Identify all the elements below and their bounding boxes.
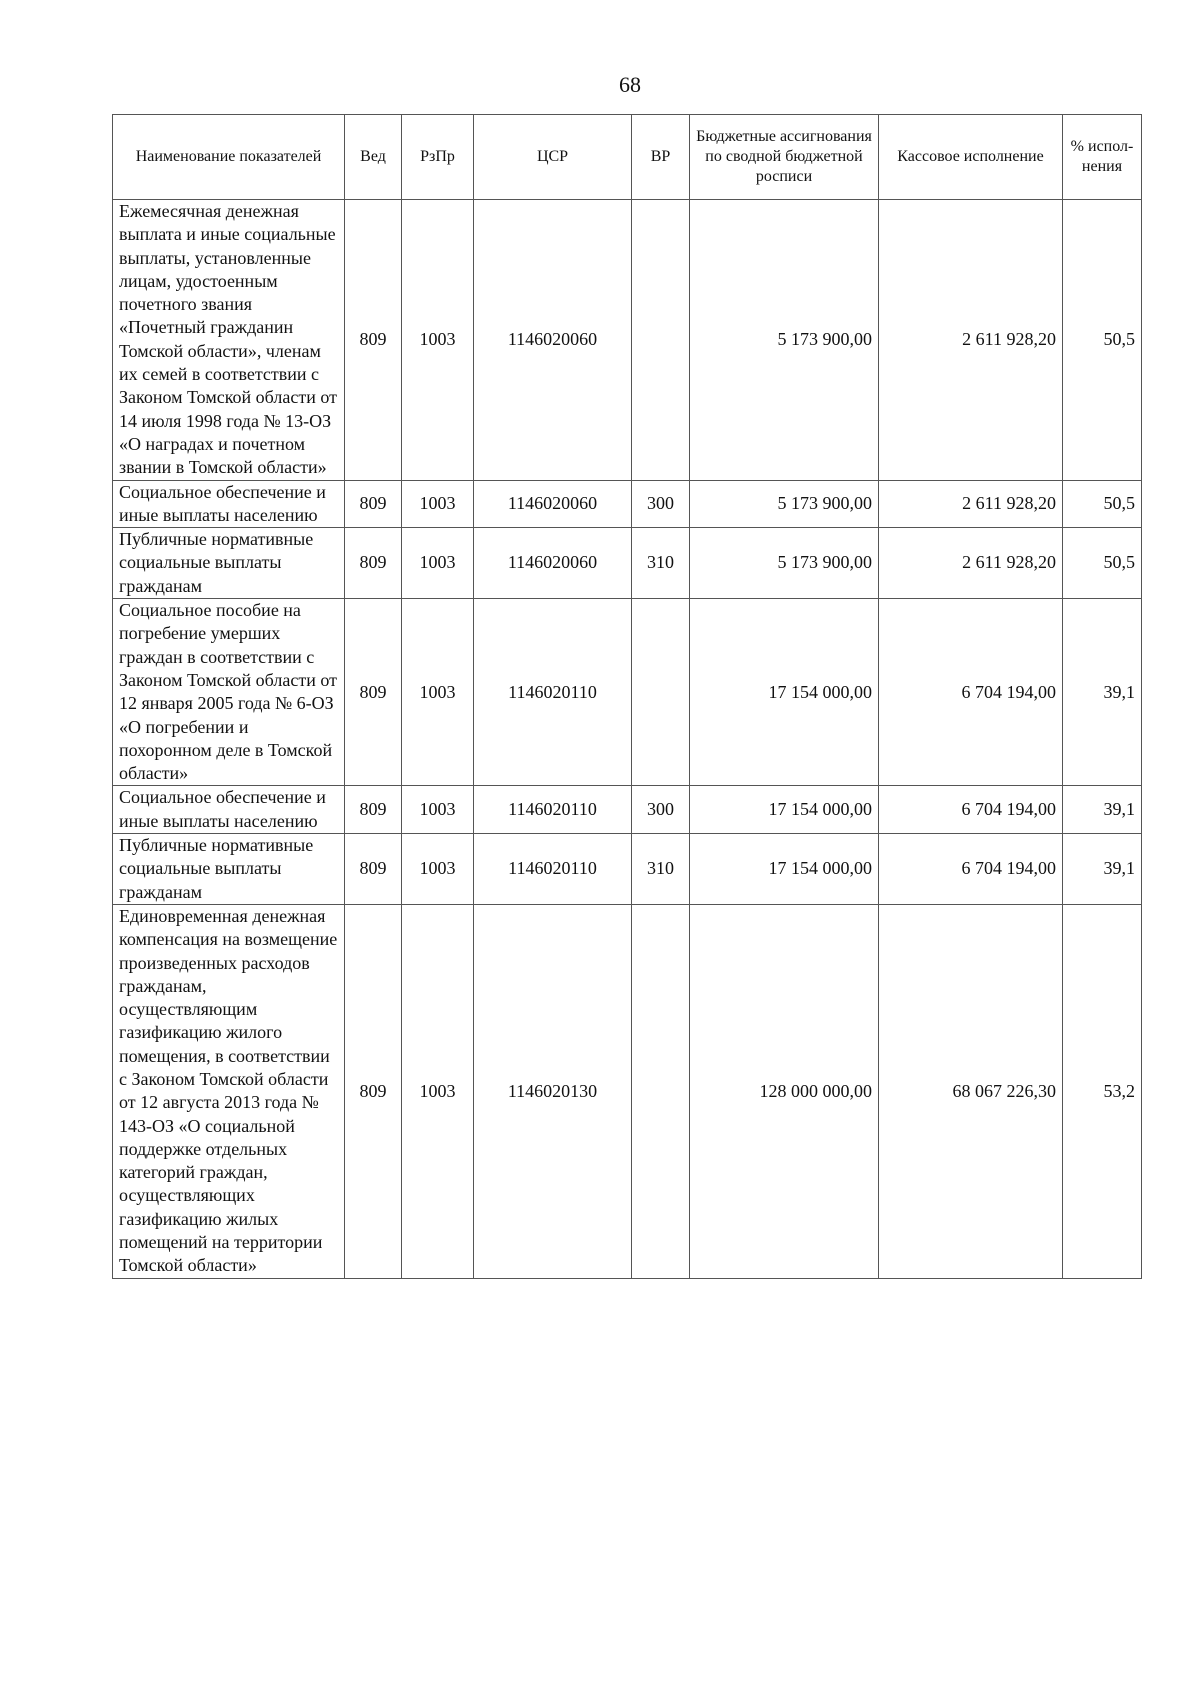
row-ved: 809 (345, 599, 402, 786)
row-percent: 39,1 (1063, 599, 1142, 786)
row-vr: 300 (632, 786, 690, 834)
row-rzpr: 1003 (402, 834, 474, 905)
table-row (113, 528, 1142, 599)
column-header-rzpr: РзПр (402, 115, 474, 200)
row-csr: 1146020060 (474, 480, 632, 528)
row-csr: 1146020110 (474, 599, 632, 786)
row-cash: 2 611 928,20 (879, 528, 1063, 599)
column-header-cash: Кассовое исполнение (879, 115, 1063, 200)
row-cash: 6 704 194,00 (879, 834, 1063, 905)
row-name: Единовременная денежная компенсация на возмещение произведенных расходов гражданам, осуществляющим газификацию жилого помещения, в соответствии с Законом Томской области от 12 августа 2013 года № 143-ОЗ «О социальной поддержке отдельных категорий граждан, осуществляющих газификацию жилых помещений на территории Томской области» (113, 904, 345, 1278)
row-rzpr: 1003 (402, 599, 474, 786)
row-ved: 809 (345, 200, 402, 481)
row-rzpr: 1003 (402, 904, 474, 1278)
table-row (113, 599, 1142, 786)
column-header-csr: ЦСР (474, 115, 632, 200)
row-budget: 5 173 900,00 (690, 528, 879, 599)
row-vr (632, 200, 690, 481)
table-header-row (113, 115, 1142, 200)
row-cash: 68 067 226,30 (879, 904, 1063, 1278)
row-budget: 5 173 900,00 (690, 480, 879, 528)
row-budget: 5 173 900,00 (690, 200, 879, 481)
row-rzpr: 1003 (402, 786, 474, 834)
column-header-name: Наименование показателей (113, 115, 345, 200)
table-row (113, 200, 1142, 481)
row-percent: 50,5 (1063, 480, 1142, 528)
row-vr (632, 904, 690, 1278)
row-cash: 6 704 194,00 (879, 786, 1063, 834)
row-cash: 2 611 928,20 (879, 480, 1063, 528)
row-ved: 809 (345, 834, 402, 905)
row-ved: 809 (345, 480, 402, 528)
row-percent: 39,1 (1063, 786, 1142, 834)
row-cash: 6 704 194,00 (879, 599, 1063, 786)
table-row (113, 480, 1142, 528)
row-name: Публичные нормативные социальные выплаты гражданам (113, 834, 345, 905)
row-percent: 53,2 (1063, 904, 1142, 1278)
row-rzpr: 1003 (402, 528, 474, 599)
row-vr: 300 (632, 480, 690, 528)
row-cash: 2 611 928,20 (879, 200, 1063, 481)
row-csr: 1146020060 (474, 200, 632, 481)
row-csr: 1146020110 (474, 786, 632, 834)
table-row (113, 834, 1142, 905)
row-budget: 17 154 000,00 (690, 834, 879, 905)
row-percent: 39,1 (1063, 834, 1142, 905)
row-vr: 310 (632, 528, 690, 599)
row-budget: 17 154 000,00 (690, 786, 879, 834)
table-row (113, 904, 1142, 1278)
row-name: Социальное пособие на погребение умерших граждан в соответствии с Законом Томской области от 12 января 2005 года № 6-ОЗ «О погребении и похоронном деле в Томской области» (113, 599, 345, 786)
row-percent: 50,5 (1063, 200, 1142, 481)
row-percent: 50,5 (1063, 528, 1142, 599)
row-ved: 809 (345, 528, 402, 599)
row-name: Социальное обеспечение и иные выплаты населению (113, 480, 345, 528)
row-budget: 17 154 000,00 (690, 599, 879, 786)
row-name: Социальное обеспечение и иные выплаты населению (113, 786, 345, 834)
row-vr: 310 (632, 834, 690, 905)
column-header-budget: Бюджетные ассигнования по сводной бюджетной росписи (690, 115, 879, 200)
row-vr (632, 599, 690, 786)
row-name: Публичные нормативные социальные выплаты гражданам (113, 528, 345, 599)
row-rzpr: 1003 (402, 480, 474, 528)
page-number: 68 (619, 72, 641, 97)
table-row (113, 786, 1142, 834)
row-ved: 809 (345, 904, 402, 1278)
row-csr: 1146020110 (474, 834, 632, 905)
row-budget: 128 000 000,00 (690, 904, 879, 1278)
column-header-percent: % испол-нения (1063, 115, 1142, 200)
row-name: Ежемесячная денежная выплата и иные социальные выплаты, установленные лицам, удостоенным почетного звания «Почетный гражданин Томской области», членам их семей в соответствии с Законом Томской области от 14 июля 1998 года № 13-ОЗ «О наградах и почетном звании в Томской области» (113, 200, 345, 481)
row-csr: 1146020130 (474, 904, 632, 1278)
row-csr: 1146020060 (474, 528, 632, 599)
column-header-vr: ВР (632, 115, 690, 200)
row-rzpr: 1003 (402, 200, 474, 481)
column-header-ved: Вед (345, 115, 402, 200)
budget-execution-table (112, 114, 1142, 1279)
row-ved: 809 (345, 786, 402, 834)
